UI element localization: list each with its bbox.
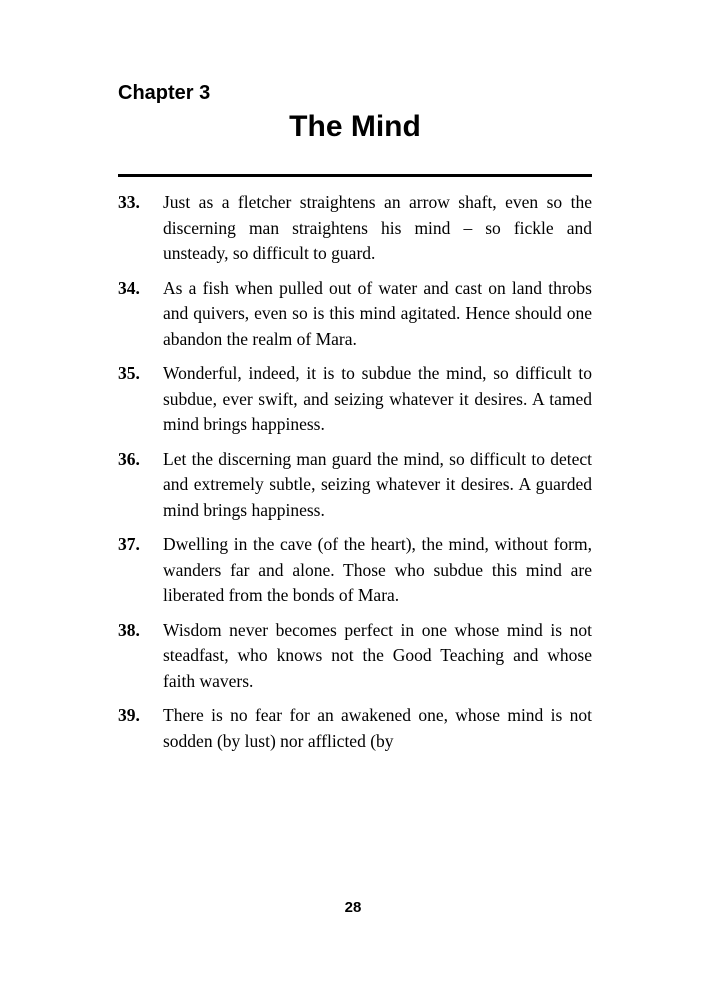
verse-text: Wonderful, indeed, it is to subdue the mind, so difficult to subdue, ever swift, and seizing whatever it desires. A tamed mind brings happiness. bbox=[163, 363, 592, 434]
header-rule bbox=[118, 174, 592, 177]
verse-text: Let the discerning man guard the mind, so difficult to detect and extremely subtle, seizing whatever it desires. A guarded mind brings happiness. bbox=[163, 448, 592, 520]
verse-item bbox=[118, 361, 592, 438]
verse-text: There is no fear for an awakened one, whose mind is not sodden (by lust) nor afflicted (by bbox=[163, 705, 592, 751]
page-title: The Mind bbox=[289, 110, 421, 143]
verse-item bbox=[118, 703, 592, 754]
verse-list bbox=[118, 190, 592, 754]
chapter-label: Chapter 3 bbox=[118, 82, 211, 104]
verse-number: 35. bbox=[118, 363, 140, 383]
verse-number: 38. bbox=[118, 619, 140, 640]
verse-text: Dwelling in the cave (of the heart), the mind, without form, wanders far and alone. Those who subdue this mind are liberated from the bonds of Mara. bbox=[163, 534, 592, 605]
verse-number: 37. bbox=[118, 534, 140, 554]
page-number: 28 bbox=[344, 899, 362, 916]
verse-item bbox=[118, 190, 592, 267]
verse-number: 36. bbox=[118, 448, 140, 469]
verse-item bbox=[118, 532, 592, 609]
verse-number: 33. bbox=[118, 192, 140, 212]
verse-item bbox=[118, 618, 592, 695]
verse-text: Wisdom never becomes perfect in one whose mind is not steadfast, who knows not the Good Teaching and whose faith wavers. bbox=[163, 619, 592, 691]
verse-number: 34. bbox=[118, 277, 140, 298]
verse-number: 39. bbox=[118, 705, 140, 725]
verse-item bbox=[118, 447, 592, 524]
verse-text: As a fish when pulled out of water and cast on land throbs and quivers, even so is this mind agitated. Hence should one abandon the realm of Mara. bbox=[163, 277, 592, 349]
verse-text: Just as a fletcher straightens an arrow shaft, even so the discerning man straightens his mind – so fickle and unsteady, so difficult to guard. bbox=[163, 192, 592, 263]
verse-item bbox=[118, 276, 592, 353]
